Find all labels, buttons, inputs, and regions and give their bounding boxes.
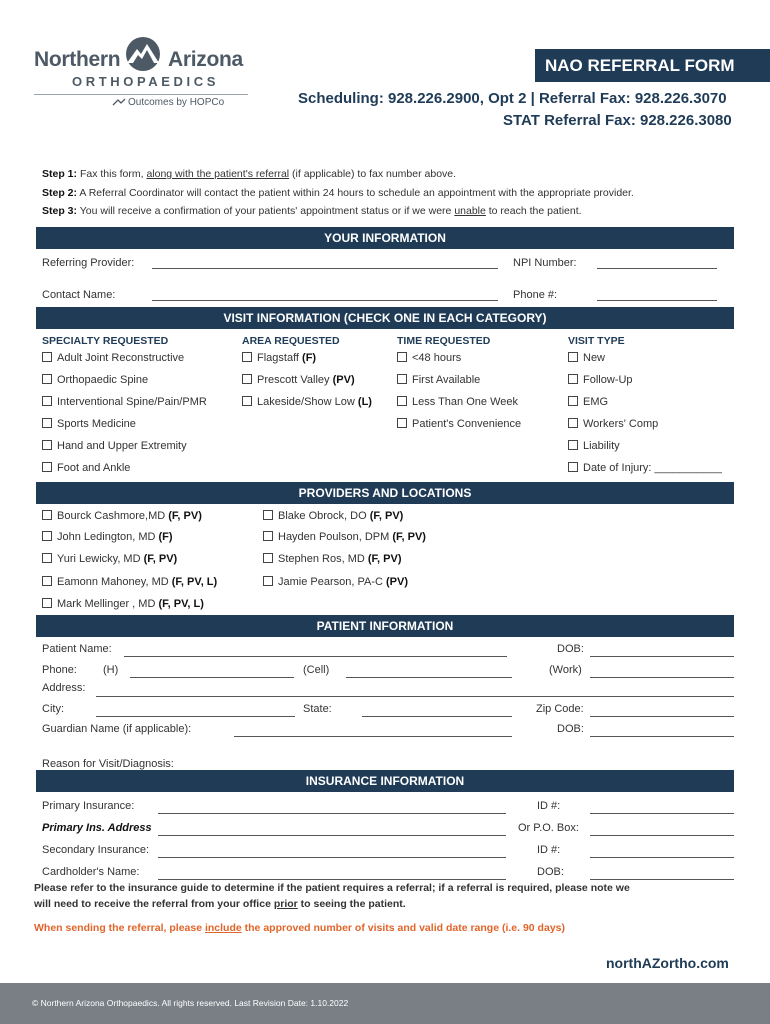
- provider-option[interactable]: [263, 553, 402, 565]
- cardholder-dob-field[interactable]: [590, 879, 734, 880]
- provider-option[interactable]: [42, 598, 204, 610]
- cardholder-name-label: Cardholder's Name:: [42, 866, 140, 878]
- npi-number-label: NPI Number:: [513, 257, 577, 269]
- visit-type-option[interactable]: [568, 396, 608, 408]
- time-option-label: Patient's Convenience: [412, 418, 522, 430]
- visit-type-label: New: [583, 352, 606, 364]
- provider-name: Hayden Poulson, DPM: [278, 531, 393, 543]
- checkbox-icon[interactable]: [397, 352, 407, 362]
- provider-option[interactable]: [42, 576, 217, 588]
- visit-type-option[interactable]: [568, 374, 633, 386]
- provider-name: Stephen Ros, MD: [278, 553, 368, 565]
- area-option[interactable]: [242, 374, 355, 386]
- logo-northern: Northern: [34, 48, 121, 71]
- logo-orthopaedics: ORTHOPAEDICS: [72, 74, 219, 89]
- step-1-text-c: (if applicable) to fax number above.: [289, 168, 457, 180]
- step-1-label: Step 1:: [42, 168, 78, 180]
- step-3-label: Step 3:: [42, 205, 78, 217]
- provider-option[interactable]: [42, 531, 173, 543]
- dob-label: DOB:: [557, 643, 584, 655]
- area-option-code: (PV): [332, 374, 355, 386]
- guardian-dob-label: DOB:: [557, 723, 584, 735]
- provider-name: Jamie Pearson, PA-C: [278, 576, 387, 588]
- checkbox-icon[interactable]: [42, 576, 52, 586]
- specialty-option[interactable]: [42, 462, 130, 474]
- guardian-dob-field[interactable]: [590, 736, 734, 737]
- checkbox-icon[interactable]: [242, 396, 252, 406]
- your-information-header: YOUR INFORMATION: [36, 227, 734, 249]
- area-option-label: Prescott Valley: [257, 374, 333, 386]
- cell-phone-label: (Cell): [303, 664, 330, 676]
- guardian-name-field[interactable]: [234, 736, 512, 737]
- scheduling-line: Scheduling: 928.226.2900, Opt 2 | Referral Fax: 928.226.3070: [298, 90, 727, 107]
- providers-header: PROVIDERS AND LOCATIONS: [36, 482, 734, 504]
- time-option[interactable]: [397, 352, 461, 364]
- state-field[interactable]: [362, 716, 512, 717]
- provider-option[interactable]: [263, 510, 403, 522]
- home-phone-label: (H): [103, 664, 119, 676]
- cell-phone-field[interactable]: [346, 677, 512, 678]
- mountain-logo-icon: [121, 35, 165, 73]
- cardholder-dob-label: DOB:: [537, 866, 564, 878]
- note-2-text-a: will need to receive the referral from your office: [34, 898, 274, 910]
- area-header: AREA REQUESTED: [242, 335, 340, 347]
- specialty-header: SPECIALTY REQUESTED: [42, 335, 169, 347]
- visit-type-option[interactable]: [568, 440, 620, 452]
- primary-ins-address-field[interactable]: [158, 835, 506, 836]
- time-header: TIME REQUESTED: [397, 335, 491, 347]
- provider-locations: (F, PV): [392, 531, 426, 543]
- checkbox-icon[interactable]: [42, 352, 52, 362]
- primary-id-field[interactable]: [590, 813, 734, 814]
- provider-locations: (PV): [386, 576, 409, 588]
- provider-name: Mark Mellinger , MD: [57, 598, 159, 610]
- note-3-text-c: the approved number of visits and valid date range (i.e. 90 days): [241, 922, 565, 934]
- secondary-insurance-label: Secondary Insurance:: [42, 844, 150, 856]
- hopco-mark-icon: [112, 98, 126, 106]
- checkbox-icon[interactable]: [263, 553, 273, 563]
- step-1: [42, 168, 456, 180]
- provider-name: Eamonn Mahoney, MD: [57, 576, 172, 588]
- insurance-note-line-2: [34, 898, 406, 910]
- checkbox-icon[interactable]: [568, 374, 578, 384]
- address-field[interactable]: [96, 696, 734, 697]
- visit-type-label: Workers' Comp: [583, 418, 659, 430]
- area-option-code: (F): [302, 352, 317, 364]
- provider-option[interactable]: [42, 510, 202, 522]
- visit-type-option[interactable]: [568, 418, 658, 430]
- guardian-name-label: Guardian Name (if applicable):: [42, 723, 192, 735]
- time-option[interactable]: [397, 418, 521, 430]
- checkbox-icon[interactable]: [42, 531, 52, 541]
- secondary-insurance-field[interactable]: [158, 857, 506, 858]
- time-option-label: <48 hours: [412, 352, 462, 364]
- area-option-code: (L): [357, 396, 372, 408]
- visit-type-header: VISIT TYPE: [568, 335, 625, 347]
- provider-locations: (F, PV): [367, 553, 402, 565]
- home-phone-field[interactable]: [130, 677, 294, 678]
- visit-type-label: Follow-Up: [583, 374, 633, 386]
- checkbox-icon[interactable]: [568, 396, 578, 406]
- step-2-label: Step 2:: [42, 187, 78, 199]
- step-3-text-b: unable: [454, 205, 486, 217]
- checkbox-icon[interactable]: [568, 352, 578, 362]
- provider-option[interactable]: [263, 531, 426, 543]
- time-option[interactable]: [397, 396, 518, 408]
- work-phone-label: (Work): [549, 664, 582, 676]
- visit-type-label: EMG: [583, 396, 609, 408]
- area-option[interactable]: [242, 352, 316, 364]
- form-title: NAO REFERRAL FORM: [535, 49, 770, 82]
- insurance-note-line-1: Please refer to the insurance guide to determine if the patient requires a referral; if a referral is required, please note we: [34, 882, 630, 894]
- visit-type-option[interactable]: [568, 462, 722, 474]
- checkbox-icon[interactable]: [242, 352, 252, 362]
- po-box-field[interactable]: [590, 835, 734, 836]
- secondary-id-label: ID #:: [537, 844, 561, 856]
- logo-divider: [34, 94, 248, 95]
- patient-phone-label: Phone:: [42, 664, 77, 676]
- step-2: [42, 187, 634, 199]
- phone-label: Phone #:: [513, 289, 558, 301]
- website-url[interactable]: northAZortho.com: [606, 955, 729, 971]
- visit-information-header: VISIT INFORMATION (CHECK ONE IN EACH CATEGORY): [36, 307, 734, 329]
- reason-for-visit-label: Reason for Visit/Diagnosis:: [42, 758, 174, 770]
- patient-name-field[interactable]: [124, 656, 507, 657]
- dob-field[interactable]: [590, 656, 734, 657]
- step-3: [42, 205, 582, 217]
- provider-name: Yuri Lewicky, MD: [57, 553, 144, 565]
- specialty-option[interactable]: [42, 440, 187, 452]
- checkbox-icon[interactable]: [42, 374, 52, 384]
- secondary-id-field[interactable]: [590, 857, 734, 858]
- checkbox-icon[interactable]: [397, 418, 407, 428]
- specialty-option-label: Adult Joint Reconstructive: [57, 352, 185, 364]
- specialty-option[interactable]: [42, 352, 184, 364]
- specialty-option[interactable]: [42, 396, 207, 408]
- city-label: City:: [42, 703, 64, 715]
- note-2-text-c: to seeing the patient.: [297, 898, 406, 910]
- work-phone-field[interactable]: [590, 677, 734, 678]
- checkbox-icon[interactable]: [42, 396, 52, 406]
- provider-option[interactable]: [263, 576, 408, 588]
- checkbox-icon[interactable]: [568, 418, 578, 428]
- contact-name-label: Contact Name:: [42, 289, 116, 301]
- specialty-option[interactable]: [42, 374, 148, 386]
- specialty-option-label: Foot and Ankle: [57, 462, 131, 474]
- provider-locations: (F): [158, 531, 173, 543]
- step-3-text-a: You will receive a confirmation of your patients' appointment status or if we were: [79, 205, 455, 217]
- logo-arizona: Arizona: [168, 48, 243, 71]
- provider-option[interactable]: [42, 553, 177, 565]
- stat-fax-line: STAT Referral Fax: 928.226.3080: [503, 112, 732, 129]
- time-option[interactable]: [397, 374, 480, 386]
- referral-visits-note: [34, 922, 565, 934]
- primary-ins-address-label: Primary Ins. Address: [42, 822, 152, 834]
- provider-name: Bourck Cashmore,MD: [57, 510, 169, 522]
- cardholder-name-field[interactable]: [158, 879, 506, 880]
- contact-name-field[interactable]: [152, 300, 498, 301]
- specialty-option-label: Hand and Upper Extremity: [57, 440, 187, 452]
- checkbox-icon[interactable]: [42, 510, 52, 520]
- provider-locations: (F, PV, L): [158, 598, 204, 610]
- area-option[interactable]: [242, 396, 372, 408]
- footer-copyright: © Northern Arizona Orthopaedics. All rights reserved. Last Revision Date: 1.10.2022: [0, 983, 770, 1024]
- primary-insurance-field[interactable]: [158, 813, 506, 814]
- time-option-label: Less Than One Week: [412, 396, 518, 408]
- primary-id-label: ID #:: [537, 800, 561, 812]
- referring-provider-label: Referring Provider:: [42, 257, 135, 269]
- checkbox-icon[interactable]: [568, 440, 578, 450]
- po-box-label: Or P.O. Box:: [518, 822, 579, 834]
- primary-insurance-label: Primary Insurance:: [42, 800, 135, 812]
- zip-label: Zip Code:: [536, 703, 584, 715]
- specialty-option[interactable]: [42, 418, 136, 430]
- checkbox-icon[interactable]: [568, 462, 578, 472]
- checkbox-icon[interactable]: [397, 374, 407, 384]
- state-label: State:: [303, 703, 332, 715]
- area-option-label: Lakeside/Show Low: [257, 396, 358, 408]
- checkbox-icon[interactable]: [42, 553, 52, 563]
- insurance-information-header: INSURANCE INFORMATION: [36, 770, 734, 792]
- checkbox-icon[interactable]: [242, 374, 252, 384]
- checkbox-icon[interactable]: [263, 531, 273, 541]
- address-label: Address:: [42, 682, 86, 694]
- zip-field[interactable]: [590, 716, 734, 717]
- provider-locations: (F, PV): [168, 510, 202, 522]
- provider-locations: (F, PV): [369, 510, 404, 522]
- phone-field[interactable]: [597, 300, 717, 301]
- provider-name: John Ledington, MD: [57, 531, 159, 543]
- npi-number-field[interactable]: [597, 268, 717, 269]
- checkbox-icon[interactable]: [42, 440, 52, 450]
- referring-provider-field[interactable]: [152, 268, 498, 269]
- step-3-text-c: to reach the patient.: [485, 205, 582, 217]
- visit-type-label: Liability: [583, 440, 620, 452]
- area-option-label: Flagstaff: [257, 352, 303, 364]
- checkbox-icon[interactable]: [42, 598, 52, 608]
- note-2-text-b: prior: [273, 898, 298, 910]
- specialty-option-label: Sports Medicine: [57, 418, 136, 430]
- provider-locations: (F, PV): [143, 553, 178, 565]
- visit-type-label: Date of Injury: ___________: [583, 462, 722, 474]
- checkbox-icon[interactable]: [397, 396, 407, 406]
- patient-name-label: Patient Name:: [42, 643, 112, 655]
- time-option-label: First Available: [412, 374, 481, 386]
- provider-name: Blake Obrock, DO: [278, 510, 370, 522]
- patient-information-header: PATIENT INFORMATION: [36, 615, 734, 637]
- checkbox-icon[interactable]: [263, 510, 273, 520]
- provider-locations: (F, PV, L): [171, 576, 218, 588]
- step-1-text-b: along with the patient's referral: [146, 168, 290, 180]
- step-1-text-a: Fax this form,: [79, 168, 147, 180]
- specialty-option-label: Orthopaedic Spine: [57, 374, 149, 386]
- specialty-option-label: Interventional Spine/Pain/PMR: [57, 396, 207, 408]
- logo-tagline: Outcomes by HOPCo: [128, 97, 225, 108]
- step-2-text: A Referral Coordinator will contact the patient within 24 hours to schedule an appointment with the appropriate provider.: [79, 187, 634, 199]
- city-field[interactable]: [96, 716, 295, 717]
- visit-type-option[interactable]: [568, 352, 605, 364]
- checkbox-icon[interactable]: [263, 576, 273, 586]
- checkbox-icon[interactable]: [42, 462, 52, 472]
- note-3-text-b: include: [204, 922, 242, 934]
- checkbox-icon[interactable]: [42, 418, 52, 428]
- note-3-text-a: When sending the referral, please: [34, 922, 205, 934]
